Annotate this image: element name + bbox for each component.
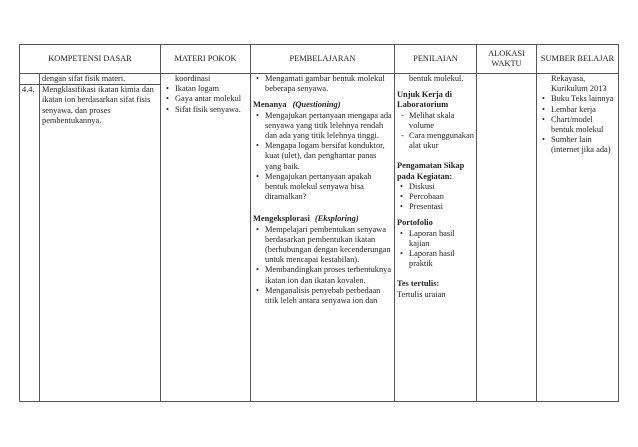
kd-continuation <box>40 74 161 85</box>
kd-continuation-text: dengan sifat fisik materi. <box>42 74 126 83</box>
list-item: • Ikatan logam <box>175 84 248 94</box>
list-item: • Laporan hasil praktik <box>409 249 474 269</box>
tes-heading: Tes tertulis: <box>397 279 440 289</box>
list-item: • Menganalisis penyebab perbedaan titik leleh antara senyawa ion dan <box>265 286 392 306</box>
portofolio-list <box>397 229 474 270</box>
menanya-heading: Menanya (Questioning) <box>253 100 341 110</box>
kd-number-cell <box>20 74 40 85</box>
unjuk-kerja-heading: Unjuk Kerja di Laboratorium <box>397 90 452 110</box>
list-item: • Mengamati gambar bentuk molekul beberapa senyawa. <box>265 74 392 94</box>
list-item: • Mempelajari pembentukan senyawa berdasarkan pembentukan ikatan (berhubungan dengan kecenderungan untuk mencapai kestabilan). <box>265 225 392 266</box>
kd-number: 4.4. <box>20 85 40 402</box>
header-kompetensi: KOMPETENSI DASAR <box>20 45 161 74</box>
mengamati-list <box>253 74 392 94</box>
header-penilaian: PENILAIAN <box>395 45 477 74</box>
list-item: • Diskusi <box>409 182 474 192</box>
portofolio-heading: Portofolio <box>397 218 433 228</box>
materi-list <box>163 84 248 115</box>
header-alokasi: ALOKASI WAKTU <box>477 45 537 74</box>
sumber-cell <box>537 74 619 402</box>
alokasi-cell <box>477 74 537 402</box>
list-item: • Gaya antar molekul <box>175 94 248 104</box>
list-item: - Melihat skala volume <box>409 111 474 131</box>
pengamatan-list <box>397 182 474 213</box>
list-item: • Presentasi <box>409 202 474 212</box>
penilaian-continuation: bentuk molekul. <box>409 74 464 83</box>
lesson-plan-table <box>19 44 619 402</box>
pengamatan-heading: Pengamatan Sikap pada Kegiatan: <box>397 161 465 181</box>
kd-text: Mengklasifikasi ikatan kimia dan ikatan ion berdasarkan sifat fisis senyawa, dan proses pembentukannya. <box>40 85 161 402</box>
eksplorasi-list <box>253 225 392 307</box>
list-item: • Mengajukan pertanyaan mengapa ada senyawa yang titik lelehnya rendah dan ada yang titik lelehnya tinggi. <box>265 111 392 142</box>
pembelajaran-cell <box>251 74 395 402</box>
list-item: - Cara menggunakan alat ukur <box>409 131 474 151</box>
menanya-list <box>253 111 392 203</box>
unjuk-kerja-list <box>397 111 474 152</box>
materi-continuation: koordinasi <box>175 74 211 83</box>
sumber-intro: Rekayasa, Kurikulum 2013 <box>551 74 607 94</box>
header-row <box>20 45 619 74</box>
list-item: • Lembar kerja <box>551 105 616 115</box>
header-pembelajaran: PEMBELAJARAN <box>251 45 395 74</box>
list-item: • Sumber lain (internet jika ada) <box>551 135 616 155</box>
list-item: • Laporan hasil kajian <box>409 229 474 249</box>
list-item: • Membandingkan proses terbentuknya ikatan ion dan ikatan kovalen. <box>265 265 392 285</box>
header-materi: MATERI POKOK <box>161 45 251 74</box>
tes-text: Tertulis uraian <box>397 289 446 299</box>
list-item: • Sifat fisik senyawa. <box>175 105 248 115</box>
eksplorasi-heading: Mengeksplorasi (Eksploring) <box>253 214 359 224</box>
list-item: • Chart/model bentuk molekul <box>551 115 616 135</box>
list-item: • Buku Teks lainnya <box>551 94 616 104</box>
materi-cell <box>161 74 251 402</box>
list-item: • Percobaan <box>409 192 474 202</box>
table-row <box>20 74 619 85</box>
list-item: • Mengajukan pertanyaan apakah bentuk molekul senyawa bisa diramalkan? <box>265 172 392 203</box>
list-item: • Mengapa logam bersifat konduktor, kuat (ulet), dan penghantar panas yang baik. <box>265 141 392 172</box>
sumber-list <box>539 94 616 155</box>
penilaian-cell <box>395 74 477 402</box>
header-sumber: SUMBER BELAJAR <box>537 45 619 74</box>
